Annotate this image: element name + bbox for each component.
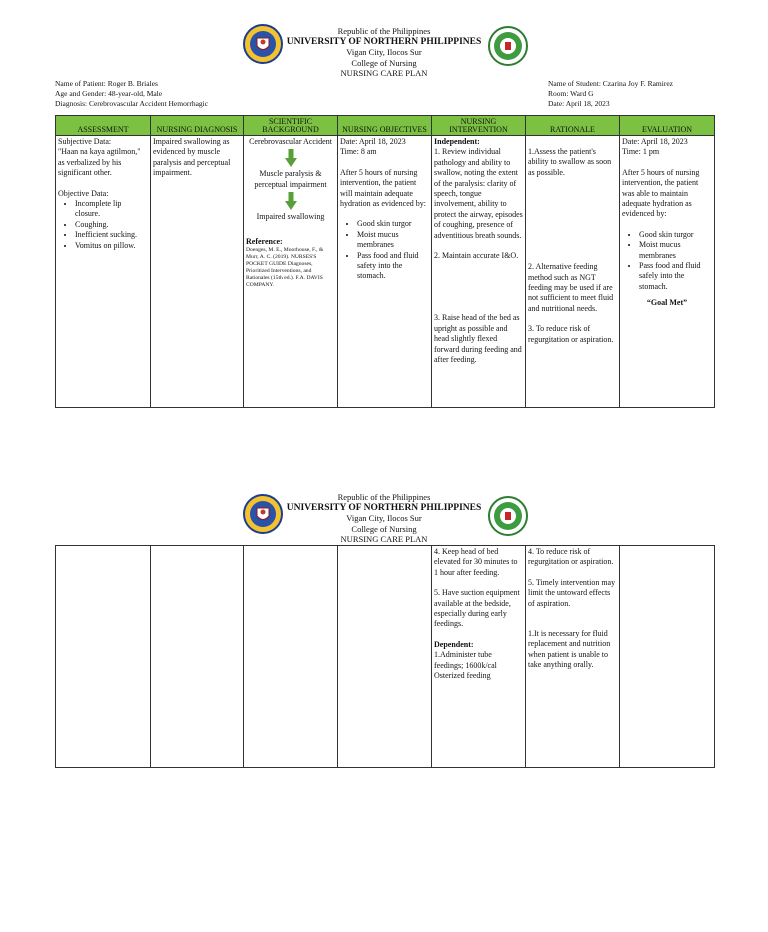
intervention-item: 5. Have suction equipment available at the bedside, especially during early feedings.: [434, 588, 520, 629]
rationale-item: 5. Timely intervention may limit the untoward effects of aspiration.: [528, 577, 616, 608]
university-name: UNIVERSITY OF NORTHERN PHILIPPINES: [286, 36, 482, 47]
list-item: • Pass food and fluid safely into the stomach.: [639, 261, 712, 292]
university-name: UNIVERSITY OF NORTHERN PHILIPPINES: [286, 502, 482, 513]
column-header: NURSING OBJECTIVES: [338, 116, 432, 136]
objective-label: Objective Data:: [58, 188, 109, 198]
rationale-item: 2. Alternative feeding method such as NGT feeding may be used if are not sufficient to meet fluid and nutritional needs.: [528, 262, 614, 313]
assessment-cell: [56, 546, 151, 768]
intervention-item: 2. Maintain accurate I&O.: [434, 251, 519, 261]
list-item: • Good skin turgor: [639, 230, 712, 240]
intervention-item: 3. Raise head of the bed as upright as possible and head slightly flexed forward during feeding and after feeding.: [434, 313, 522, 365]
patient-diagnosis: Diagnosis: Cerebrovascular Accident Hemorrhagic: [55, 99, 209, 108]
goal-status: “Goal Met”: [646, 298, 688, 308]
evaluation-cell: [620, 136, 715, 408]
column-header: ASSESSMENT: [56, 116, 151, 136]
date: Date: April 18, 2023: [548, 99, 610, 108]
reference-text: Doenges, M. E., Moorhouse, F., & Murr, A. C. (2019). NURSES'S POCKET GUIDE Diagnoses, Prioritized Interventions, and Rationales (15th ed.). F.A. DAVIS COMPANY.: [246, 247, 324, 289]
list-item: • Moist mucus membranes: [639, 240, 712, 261]
independent-label: Independent:: [434, 137, 480, 146]
rationale-cell: [526, 136, 620, 408]
objective-criteria-list: [340, 219, 429, 281]
rationale-item: 1.It is necessary for fluid replacement and nutrition when patient is unable to take anything orally.: [528, 629, 611, 670]
background-step: Cerebrovascular Accident: [249, 137, 332, 146]
arrow-down-icon: [285, 192, 297, 210]
column-header: NURSING INTERVENTION: [432, 116, 526, 136]
evaluation-text: After 5 hours of nursing intervention, the patient was able to maintain adequate hydration as evidenced by:: [622, 167, 700, 219]
nursing-care-plan-table-continued: [55, 545, 715, 768]
patient-name: Name of Patient: Roger B. Briales: [55, 79, 158, 88]
rationale-cell: [526, 546, 620, 768]
student-name: Name of Student: Czarina Joy F. Ramirez: [548, 79, 673, 88]
patient-info: [55, 79, 208, 109]
college-line: College of Nursing: [351, 523, 417, 534]
list-item: • Incomplete lip closure.: [75, 199, 148, 220]
column-header: SCIENTIFIC BACKGROUND: [244, 116, 338, 136]
objective-list: [58, 199, 148, 251]
list-item: • Good skin turgor: [357, 219, 429, 229]
patient-age-gender: Age and Gender: 48-year-old, Male: [55, 89, 163, 98]
scientific-background-cell: [244, 136, 338, 408]
page1-header: [0, 26, 768, 79]
room: Room: Ward G: [548, 89, 594, 98]
nursing-care-plan-table: [55, 115, 715, 408]
page2-header: [0, 492, 768, 545]
column-header: NURSING DIAGNOSIS: [151, 116, 244, 136]
intervention-item: 1.Administer tube feedings; 1600k/cal Osterized feeding: [434, 650, 497, 681]
table-row: [56, 546, 715, 768]
list-item: • Vomitus on pillow.: [75, 241, 148, 251]
city-line: Vigan City, Ilocos Sur: [346, 47, 422, 57]
objectives-cell: [338, 136, 432, 408]
reference-label: Reference:: [246, 236, 283, 246]
column-header: EVALUATION: [620, 116, 715, 136]
subjective-text: "Haan na kaya agtilmon," as verbalized by his significant other.: [58, 147, 141, 178]
objective-text: After 5 hours of nursing intervention, the patient will maintain adequate hydration as evidenced by:: [340, 167, 426, 209]
background-step: Muscle paralysis & perceptual impairment: [254, 169, 327, 189]
intervention-cell: [432, 546, 526, 768]
objectives-cell: [338, 546, 432, 768]
rationale-item: 3. To reduce risk of regurgitation or aspiration.: [528, 324, 614, 344]
rationale-item: 4. To reduce risk of regurgitation or aspiration.: [528, 547, 614, 567]
subjective-label: Subjective Data:: [58, 137, 112, 146]
college-line: College of Nursing: [351, 57, 417, 68]
list-item: • Coughing.: [75, 220, 148, 230]
table-row: [56, 136, 715, 408]
assessment-cell: [56, 136, 151, 408]
table-header-row: [56, 116, 715, 136]
list-item: • Inefficient sucking.: [75, 230, 148, 240]
document-title: NURSING CARE PLAN: [340, 68, 428, 78]
student-info: [548, 79, 673, 109]
objective-time: Time: 8 am: [340, 147, 377, 157]
republic-line: Republic of the Philippines: [337, 492, 431, 502]
intervention-item: 4. Keep head of bed elevated for 30 minutes to 1 hour after feeding.: [434, 547, 518, 577]
city-line: Vigan City, Ilocos Sur: [346, 513, 422, 523]
diagnosis-cell: Impaired swallowing as evidenced by muscle paralysis and perceptual impairment.: [151, 136, 244, 408]
evaluation-time: Time: 1 pm: [622, 147, 660, 157]
republic-line: Republic of the Philippines: [337, 26, 431, 36]
evaluation-cell: [620, 546, 715, 768]
dependent-label: Dependent:: [434, 639, 474, 649]
scientific-background-cell: [244, 546, 338, 768]
intervention-cell: [432, 136, 526, 408]
rationale-item: 1.Assess the patient's ability to swallow as soon as possible.: [528, 147, 612, 177]
column-header: RATIONALE: [526, 116, 620, 136]
document-title: NURSING CARE PLAN: [340, 534, 428, 544]
list-item: • Moist mucus membranes: [357, 230, 429, 251]
intervention-item: 1. Review individual pathology and ability to swallow, noting the extent of the paralysis: clarity of speech, tongue involvement, ability to protect the airway, episodes of coughing, presence of adventitious breath sounds.: [434, 147, 523, 240]
objective-date: Date: April 18, 2023: [340, 137, 406, 146]
evaluation-criteria-list: [622, 230, 712, 292]
list-item: • Pass food and fluid safety into the stomach.: [357, 251, 429, 282]
background-step: Impaired swallowing: [256, 212, 325, 222]
arrow-down-icon: [285, 149, 297, 167]
evaluation-date: Date: April 18, 2023: [622, 137, 688, 146]
diagnosis-cell: [151, 546, 244, 768]
